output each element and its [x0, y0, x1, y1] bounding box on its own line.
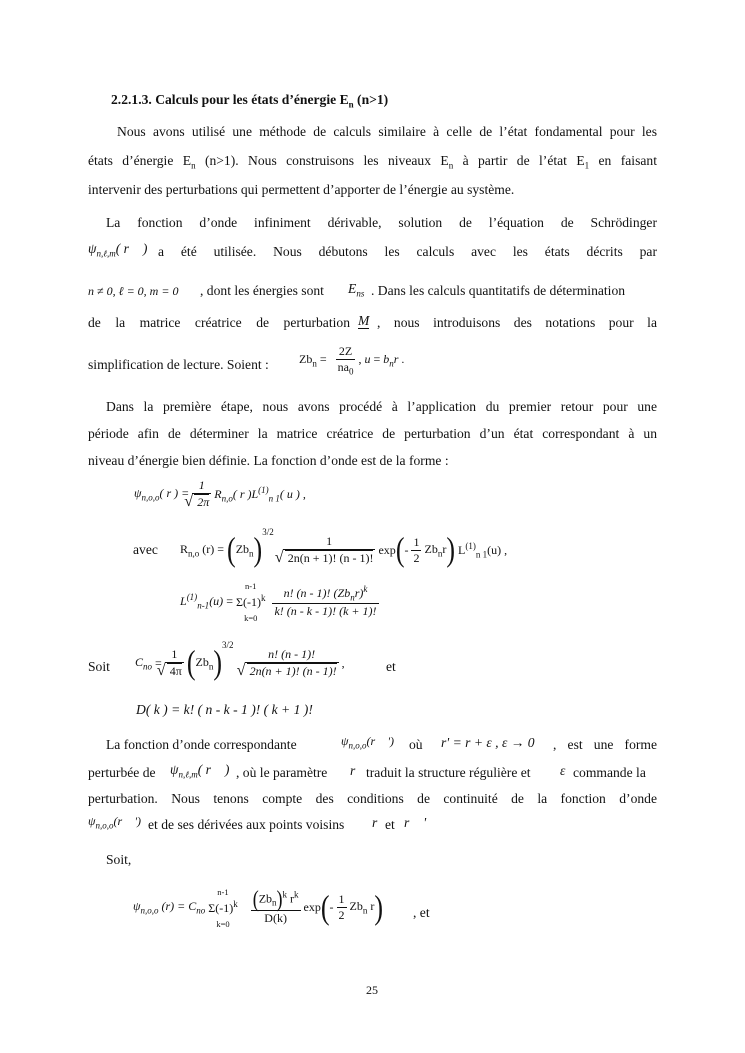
p1-line1: Nous avons utilisé une méthode de calculs similaire à celle de l’état fondamental pour les — [117, 124, 657, 139]
r-vec-prime-symbol: r⃗ ' — [404, 815, 427, 830]
r-vec-symbol: r⃗ — [372, 815, 388, 830]
p4-line1b: , est une forme — [553, 737, 657, 752]
epsilon-symbol: ε — [560, 763, 566, 778]
psi-final-equation: $\psi_{n,o,o}$ $(r) = C_{no}$ n-1 $\Sigma(-1)^k$ k=0 $\frac{(Zb_n)^k r^k}{D(k)}$ exp(- $\frac{1}{2}$ $Zb_n$ r) — [133, 885, 384, 929]
laguerre-equation: $L^{(1)}_{n-1}(u) = n-1$ $\Sigma(-1)^k$ k=0 $\frac{n! (n - 1)! (Zb_nr)^k}{k! (n - k - 1)! (k + 1)!}$ — [180, 581, 377, 623]
cno-equation: $C_{no}$ = 1 √ 4π $(Zb_n)^{3/2}$ n! (n - 1)! √ 2n(n + 1)! (n - 1)! , — [135, 640, 345, 679]
p4-line2d: commande la — [573, 765, 646, 780]
p4-line1a: La fonction d’onde correspondante — [106, 737, 297, 752]
p3-line2: période afin de déterminer la matrice créatrice de perturbation d’un état correspondant à un — [88, 426, 657, 441]
r-equation: $R_{n,o}$ $(r) = (Zb_n)^{3/2}$ 1 √ 2n(n + 1)! (n - 1)! exp(- $\frac{1}{2}$ $Zb_nr$) $L^{(1)}_{n 1}(u)$ , — [180, 527, 507, 566]
p4-line2c: traduit la structure régulière et — [366, 765, 531, 780]
section-heading: 2.2.1.3. Calculs pour les états d’énergie $E_n$ (n>1) — [111, 92, 389, 110]
soit-label: Soit — [88, 659, 110, 674]
ou-label: où — [409, 737, 423, 752]
psi-prime-formula-2: $\psi_{n,o,o}(r⃗$ ') — [88, 814, 142, 831]
p2-line4b: , nous introduisons des notations pour la — [377, 315, 657, 330]
soit-label-2: Soit, — [106, 852, 132, 867]
p4-line4a: et de ses dérivées aux points voisins — [148, 817, 345, 832]
ens-formula: $E_{ns}$ — [348, 281, 365, 299]
p2-line2: a été utilisée. Nous débutons les calculs avec les états décrits par — [158, 244, 657, 259]
psi-nlm-formula-2: $\psi_{n,\ell,m}$( r⃗ ) — [170, 762, 230, 780]
p1-line2: états d’énergie $E_n$ (n>1). Nous construisons les niveaux $E_n$ à partir de l’état $E_1$ en faisant — [88, 153, 657, 171]
psi-prime-formula: $\psi_{n,o,o}(r⃗$ ') — [341, 734, 395, 751]
dk-equation: D( k ) = k! ( n - k - 1 )! ( k + 1 )! — [136, 702, 313, 717]
p2-line4a: de la matrice créatrice de perturbation — [88, 315, 350, 330]
p2-line3b: . Dans les calculs quantitatifs de détermination — [371, 283, 626, 298]
r-symbol: r — [350, 763, 356, 778]
p4-line4b: et — [385, 817, 395, 832]
page-number: 25 — [366, 983, 378, 997]
psi-equation: $\psi_{n,o,o}$( r ) = 1 √ 2π $R_{n,o}$( r )$L^{(1)}_{n 1}$( u ) , — [134, 478, 306, 510]
p3-line1: Dans la première étape, nous avons procédé à l’application du premier retour pour une — [106, 399, 657, 414]
p1-line3: intervenir des perturbations qui permettent d’apporter de l’énergie au système. — [88, 182, 515, 197]
psi-nlm-formula: $\psi_{n,\ell,m}$( r⃗ ) — [88, 241, 148, 259]
p3-line3: niveau d’énergie bien définie. La fonction d’onde est de la forme : — [88, 453, 449, 468]
et-label-2: , et — [413, 905, 430, 920]
p4-line2a: perturbée de — [88, 765, 156, 780]
et-label-1: et — [386, 659, 396, 674]
p2-line5: simplification de lecture. Soient : — [88, 357, 269, 372]
avec-label: avec — [133, 542, 158, 557]
p2-line3a: , dont les énergies sont — [200, 283, 324, 298]
zbn-definition: $Zb_n$ = $\frac{2Z}{na_0}$ , $u = b_nr$ . — [299, 344, 405, 377]
matrix-m-symbol: M — [358, 313, 370, 328]
p2-line1: La fonction d’onde infiniment dérivable, solution de l’équation de Schrödinger — [106, 215, 657, 230]
state-condition-formula: n ≠ 0, ℓ = 0, m = 0 — [88, 284, 179, 298]
p4-line2b: , où le paramètre — [236, 765, 328, 780]
r-prime-formula: r' = r + ε , ε → 0 — [441, 735, 535, 750]
p4-line3: perturbation. Nous tenons compte des conditions de continuité de la fonction d’onde — [88, 791, 657, 806]
